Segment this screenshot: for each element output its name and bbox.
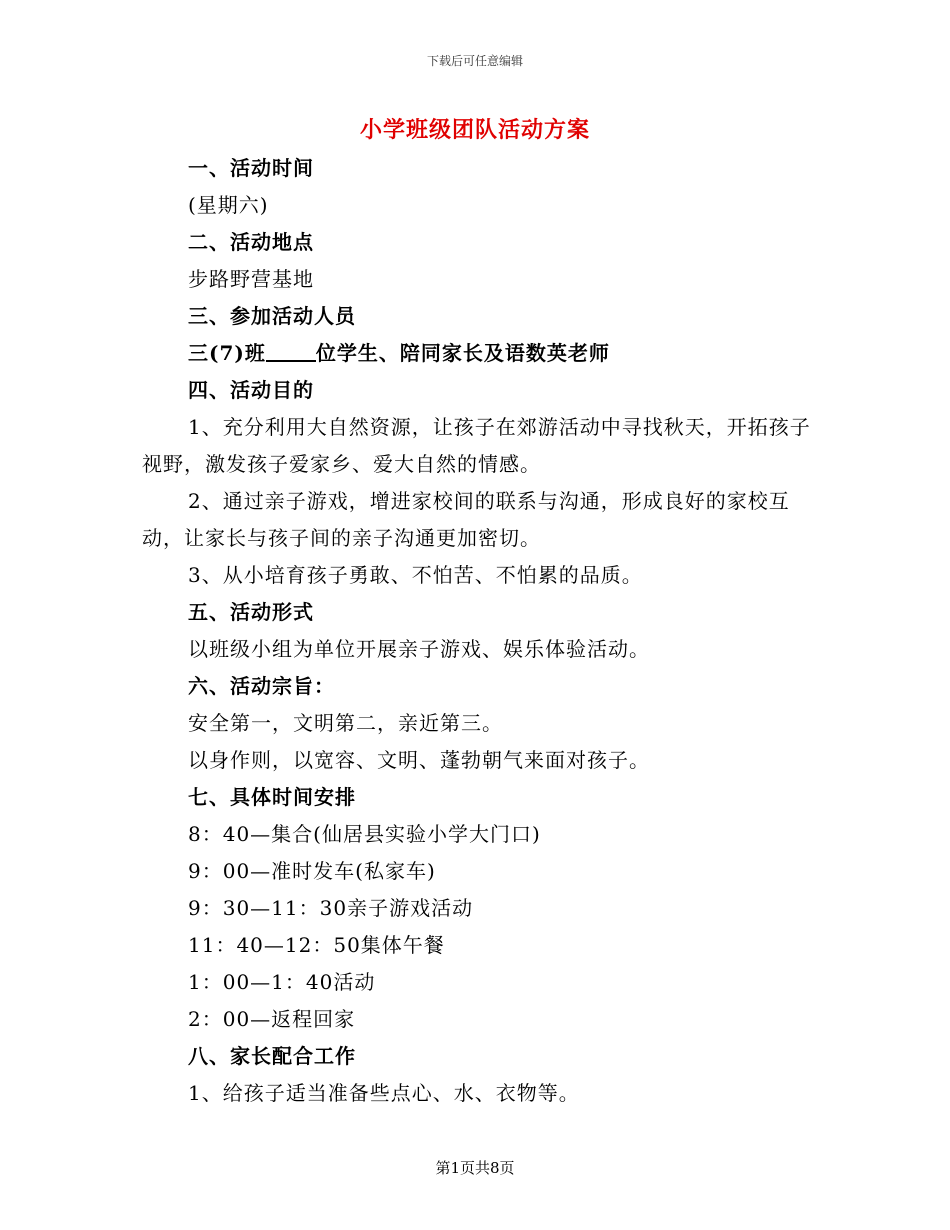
goal-paragraph-3: 3、从小培育孩子勇敢、不怕苦、不怕累的品质。 [188, 563, 643, 587]
section-text-purpose-1: 安全第一，文明第二，亲近第三。 [188, 711, 503, 735]
schedule-item: 9：30—11：30亲子游戏活动 [188, 896, 474, 920]
goal-paragraph-2: 2、通过亲子游戏，增进家校间的联系与沟通，形成良好的家校互动，让家长与孩子间的亲子沟通更加密切。 [142, 489, 790, 550]
goal-paragraph-1: 1、充分利用大自然资源，让孩子在郊游活动中寻找秋天，开拓孩子视野，激发孩子爱家乡、爱大自然的情感。 [142, 415, 811, 476]
section-text-format: 以班级小组为单位开展亲子游戏、娱乐体验活动。 [188, 637, 650, 661]
section-heading-format: 五、活动形式 [188, 600, 314, 624]
document-body [142, 150, 812, 1112]
parent-work-item-1: 1、给孩子适当准备些点心、水、衣物等。 [188, 1081, 580, 1105]
section-text-participants [142, 335, 812, 372]
section-heading-parent-work: 八、家长配合工作 [188, 1044, 356, 1068]
section-heading-purpose: 六、活动宗旨： [188, 674, 335, 698]
section-heading-participants: 三、参加活动人员 [188, 304, 356, 328]
section-text-location: 步路野营基地 [188, 267, 314, 291]
page-header: 下载后可任意编辑 [426, 54, 523, 68]
schedule-item: 11：40—12：50集体午餐 [188, 933, 445, 957]
schedule-item: 8：40—集合(仙居县实验小学大门口) [188, 822, 541, 846]
participants-rest: 位学生、陪同家长及语数英老师 [315, 341, 610, 365]
document-title: 小学班级团队活动方案 [359, 117, 590, 143]
section-heading-location: 二、活动地点 [188, 230, 314, 254]
schedule-item: 1：00—1：40活动 [188, 970, 376, 994]
section-heading-schedule: 七、具体时间安排 [188, 785, 356, 809]
participants-blank [266, 340, 316, 362]
section-text-time: (星期六) [188, 193, 269, 217]
page-footer: 第1页共8页 [435, 1159, 515, 1177]
section-heading-goals: 四、活动目的 [188, 378, 314, 402]
schedule-item: 2：00—返程回家 [188, 1007, 356, 1031]
section-text-purpose-2: 以身作则，以宽容、文明、蓬勃朝气来面对孩子。 [188, 748, 650, 772]
participants-class: 三(7)班 [188, 341, 266, 365]
schedule-item: 9：00—准时发车(私家车) [188, 859, 436, 883]
section-heading-time: 一、活动时间 [188, 156, 314, 180]
